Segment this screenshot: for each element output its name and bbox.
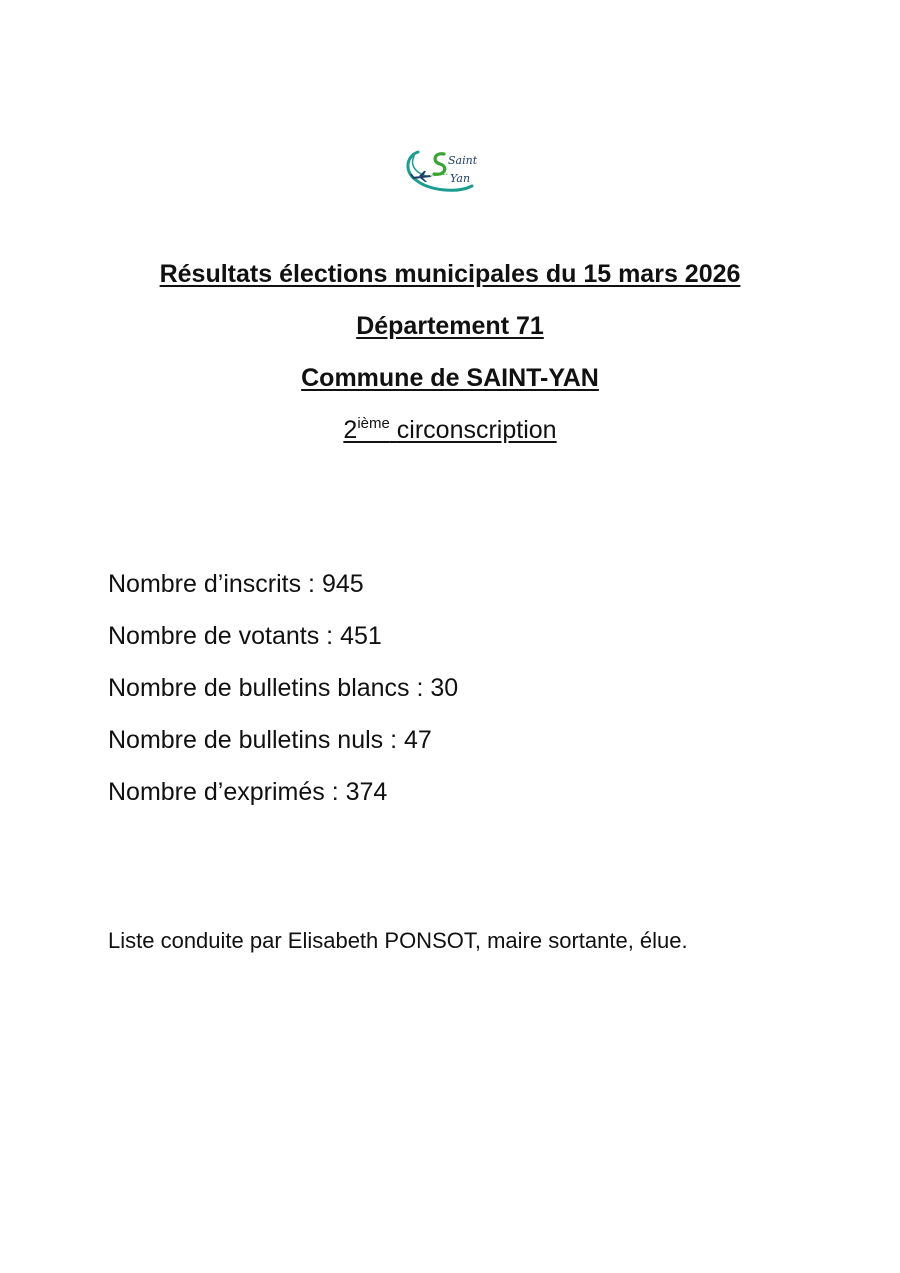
- stat-nuls: Nombre de bulletins nuls : 47: [108, 726, 432, 754]
- circonscription-heading: [0, 404, 900, 456]
- stat-value: 30: [430, 674, 459, 702]
- circ-number: 2: [343, 416, 358, 444]
- document-header: [0, 248, 900, 456]
- stat-value: 374: [345, 778, 388, 806]
- stat-inscrits: Nombre d’inscrits : 945: [108, 570, 364, 598]
- airplane-icon: [410, 171, 431, 182]
- circ-suffix: ième: [357, 415, 390, 432]
- document-title: Résultats élections municipales du 15 mars 2026: [159, 260, 741, 288]
- logo-text-saint: Saint: [448, 154, 478, 167]
- stat-votants: Nombre de votants : 451: [108, 622, 382, 650]
- logo-text-yan: Yan: [450, 172, 471, 185]
- circ-label: circonscription: [396, 416, 557, 444]
- department-heading: Département 71: [356, 312, 544, 340]
- stat-value: 945: [321, 570, 364, 598]
- commune-heading: Commune de SAINT-YAN: [301, 364, 599, 392]
- stat-value: 47: [404, 726, 432, 754]
- election-stats: [108, 558, 808, 818]
- logo-s-letter: [434, 154, 445, 175]
- saint-yan-logo: [404, 146, 480, 198]
- stat-blancs: Nombre de bulletins blancs : 30: [108, 674, 459, 702]
- election-result: Liste conduite par Elisabeth PONSOT, maire sortante, élue.: [108, 928, 688, 953]
- stat-exprimes: Nombre d’exprimés : 374: [108, 778, 388, 806]
- stat-value: 451: [340, 622, 382, 650]
